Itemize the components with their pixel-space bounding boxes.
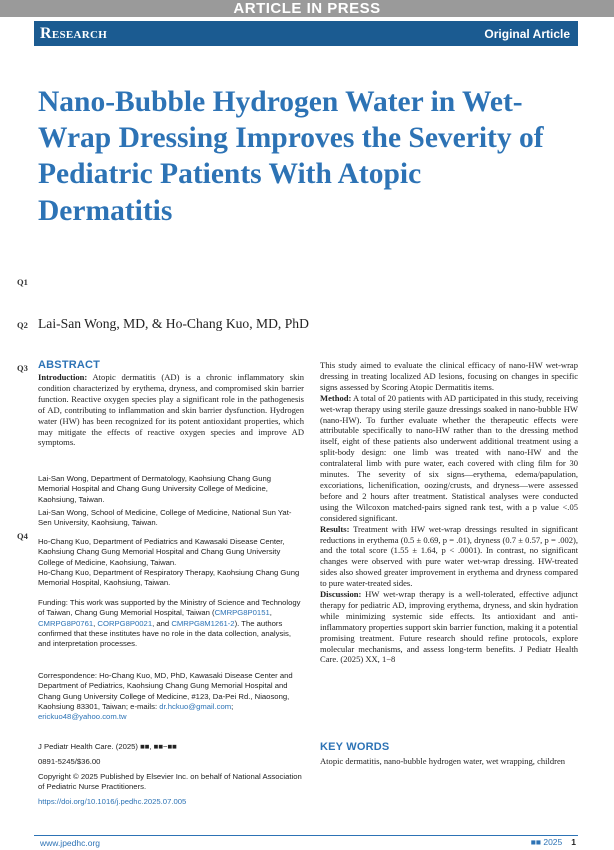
- results-text: Treatment with HW wet-wrap dressings resulted in significant reductions in erythema (0.5 ± 0.69, p = .01), dryness (0.7 ± 0.57, p = .002), and the total score (1.55 ± 1.64, p < .0001). In contrast, no significant changes were observed with pure water wet-wrap dressing. HW-treated sides also showed greater improvement in erythema and dryness compared to pure water-treated sides.: [320, 523, 578, 589]
- footer-divider: [34, 835, 578, 836]
- article-title: Nano-Bubble Hydrogen Water in Wet-Wrap Dressing Improves the Severity of Pediatric Patients With Atopic Dermatitis: [38, 86, 544, 227]
- article-type-label: Original Article: [484, 26, 570, 41]
- abstract-right-column: [320, 360, 578, 665]
- query-mark-q3: Q3: [17, 363, 28, 373]
- funding-statement: Funding: This work was supported by the Ministry of Science and Technology of Taiwan, Chang Gung Memorial Hospital, Taiwan (CMRPG8P0151, CMRPG8P0761, CORPG8P0021, and CMRPG8M1261-2). The authors confirmed that these institutes have no role in the data collection, analysis, and interpretation processes.: [38, 598, 301, 649]
- keywords-heading: KEY WORDS: [320, 741, 390, 753]
- funding-prefix: Funding: This work was supported by the Ministry of Science and Technology of Taiwan, Chang Gung Memorial Hospital, Taiwan (: [38, 598, 301, 618]
- journal-header-bar: [34, 21, 578, 46]
- grant-link-2[interactable]: CMRPG8P0761: [38, 618, 94, 628]
- query-mark-q1: Q1: [17, 277, 28, 287]
- results-label: Results:: [320, 523, 350, 534]
- section-label: Research: [40, 24, 108, 42]
- introduction-label: Introduction:: [38, 372, 88, 382]
- discussion-text: HW wet-wrap therapy is a well-tolerated, effective adjunct therapy for pediatric AD, improving erythema, dryness, and skin hydration while minimizing systemic side effects. Its antioxidant and anti-inflammatory properties support skin barrier function, making it a potential promising treatment. Future research should refine protocols, explore molecular mechanisms, and assess long-term benefits. J Pediatr Health Care. (2025) XX, 1−8: [320, 589, 578, 665]
- discussion-label: Discussion:: [320, 589, 362, 600]
- affiliation-kuo-1: Ho-Chang Kuo, Department of Pediatrics and Kawasaki Disease Center, Kaohsiung Chang Gung Memorial Hospital and Chang Gung University College of Medicine, Kaohsiung, Taiwan.: [38, 537, 285, 567]
- email-link-2[interactable]: erickuo48@yahoo.com.tw: [38, 712, 127, 722]
- introduction-text: Atopic dermatitis (AD) is a chronic inflammatory skin condition characterized by erythema, dryness, and compromised skin barrier function. Reactive oxygen species play a significant role in the pathogenesis of AD, contributing to inflammation and skin barrier dysfunction. Hydrogen water (HW) has been recognized for its potent antioxidant properties, which may mitigate the effects of reactive oxygen species and improve AD symptoms.: [38, 372, 304, 448]
- copyright-notice: Copyright © 2025 Published by Elsevier Inc. on behalf of National Association of Pediatric Nurse Practitioners.: [38, 772, 302, 792]
- abstract-heading: ABSTRACT: [38, 359, 101, 371]
- abstract-discussion: [320, 589, 578, 665]
- query-mark-q4: Q4: [17, 531, 28, 541]
- abstract-method: [320, 393, 578, 524]
- footer-page-info: [531, 837, 576, 847]
- abstract-results: [320, 524, 578, 589]
- grant-link-4[interactable]: CMRPG8M1261-2: [171, 618, 235, 628]
- grant-link-3[interactable]: CORPG8P0021: [97, 618, 153, 628]
- abstract-introduction: [38, 372, 304, 448]
- journal-citation: J Pediatr Health Care. (2025) ■■, ■■−■■: [38, 742, 177, 751]
- funding-suffix: ). The authors confirmed that these institutes have no role in the data collection, analysis, and interpretation processes.: [38, 618, 291, 649]
- affiliation-wong-2: Lai-San Wong, School of Medicine, College of Medicine, National Sun Yat-Sen University, Kaohsiung, Taiwan.: [38, 508, 292, 528]
- issue-date: ■■ 2025: [530, 837, 563, 847]
- correspondence-block: Correspondence: Ho-Chang Kuo, MD, PhD, Kawasaki Disease Center and Department of Pediatrics, Kaohsiung Chang Gung Memorial Hospital and Chang Gung University College of Medicine, #123, Da-Pei Rd., Niaosong, Kaohsiung 83301, Taiwan; e-mails: dr.hckuo@gmail.com; erickuo48@yahoo.com.tw: [38, 671, 293, 722]
- correspondence-text: Correspondence: Ho-Chang Kuo, MD, PhD, Kawasaki Disease Center and Department of Pediatrics, Kaohsiung Chang Gung Memorial Hospital and Chang Gung University College of Medicine, #123, Da-Pei Rd., Niaosong, Kaohsiung 83301, Taiwan; e-mails:: [38, 671, 293, 711]
- introduction-continued: This study aimed to evaluate the clinical efficacy of nano-HW wet-wrap dressing in treating localized AD lesions, focusing on changes in specific signs assessed by Scoring Atopic Dermatitis items.: [320, 360, 578, 392]
- method-label: Method:: [320, 392, 352, 403]
- query-mark-q2: Q2: [17, 320, 28, 330]
- author-list: Lai-San Wong, MD, & Ho-Chang Kuo, MD, PhD: [38, 316, 309, 331]
- email-link-1[interactable]: dr.hckuo@gmail.com: [159, 701, 232, 711]
- page-number: 1: [571, 837, 576, 847]
- grant-link-1[interactable]: CMRPG8P0151: [214, 608, 270, 618]
- method-text: A total of 20 patients with AD participated in this study, receiving wet-wrap therapy using sterile gauze dressings soaked in nano-bubble HW (nano-HW). To further evaluate whether the therapeutic effects were attributable specifically to nano-HW rather than to the dressing method itself, eight of these patients also underwent additional treatment using a split-body design: one limb was treated with nano-HW and the contralateral limb with pure water, each covered with cling film for 30 minutes. The severity of six signs—erythema, edema/papulation, excoriations, lichenification, oozing/crusts, and dryness—were assessed before and 2 hours after treatment. Statistical analyses were conducted using the Wilcoxon matched-pairs signed rank test, with a p value <.05 considered significant.: [320, 392, 578, 523]
- affiliation-kuo-2: Ho-Chang Kuo, Department of Respiratory Therapy, Kaohsiung Chang Gung Memorial Hospital, Kaohsiung, Taiwan.: [38, 568, 300, 588]
- issn-price: 0891-5245/$36.00: [38, 757, 101, 766]
- doi-link[interactable]: https://doi.org/10.1016/j.pedhc.2025.07.005: [38, 797, 187, 806]
- article-in-press-banner: ARTICLE IN PRESS: [0, 0, 614, 17]
- journal-website-link[interactable]: www.jpedhc.org: [40, 838, 101, 848]
- affiliation-wong-1: Lai-San Wong, Department of Dermatology, Kaohsiung Chang Gung Memorial Hospital and Chang Gung University College of Medicine, Kaohsiung, Taiwan.: [38, 474, 272, 504]
- keywords-text: Atopic dermatitis, nano-bubble hydrogen water, wet wrapping, children: [320, 756, 566, 766]
